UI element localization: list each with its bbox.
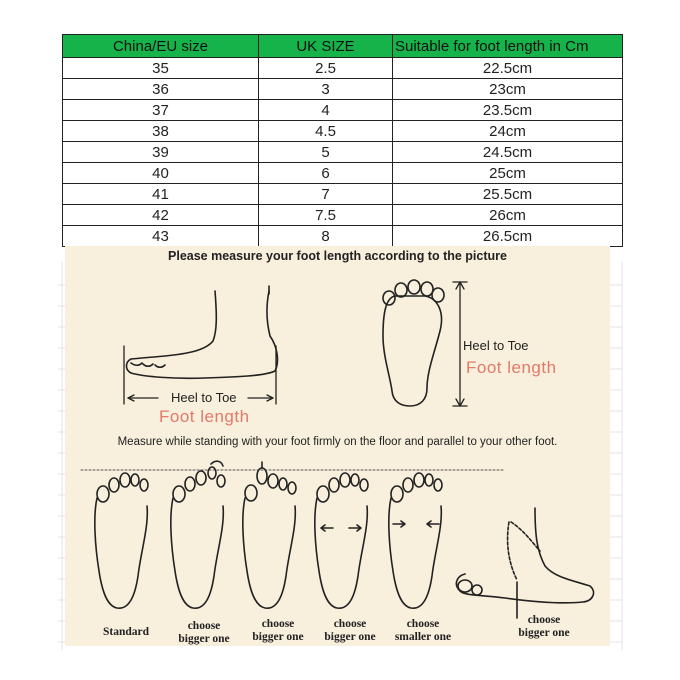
caption-bigger-2: choose bigger one [252,618,304,643]
cell-length: 22.5cm [393,58,623,79]
cell-length: 25.5cm [393,184,623,205]
cell-eu: 43 [63,226,259,247]
caption-bigger-4: choose bigger one [518,614,570,639]
caption-smaller: choose smaller one [394,618,452,643]
foot-outline-smaller-icon [389,473,442,608]
cell-uk: 3 [259,79,393,100]
foot-outline-high-instep-icon [456,508,593,618]
side-foot-icon [124,286,277,404]
cell-length: 23.5cm [393,100,623,121]
cell-length: 26cm [393,205,623,226]
table-row [63,58,623,79]
cell-eu: 42 [63,205,259,226]
size-chart-table [62,34,623,247]
top-heel-to-toe-label: Heel to Toe [463,338,529,353]
top-foot-icon [383,280,467,406]
cell-uk: 7.5 [259,205,393,226]
cell-eu: 37 [63,100,259,121]
cell-eu: 40 [63,163,259,184]
table-row [63,100,623,121]
caption-bigger-3: choose bigger one [324,618,376,643]
cell-uk: 5 [259,142,393,163]
top-foot-length-label: Foot length [466,358,557,377]
table-row [63,79,623,100]
foot-outline-bigger-3-icon [315,473,368,608]
cell-eu: 41 [63,184,259,205]
cell-length: 23cm [393,79,623,100]
side-heel-to-toe-label: Heel to Toe [171,390,237,405]
table-row [63,163,623,184]
header-uk-size: UK SIZE [259,35,393,58]
caption-bigger-1: choose bigger one [178,620,230,645]
cell-length: 24cm [393,121,623,142]
table-header-row [63,35,623,58]
table-row [63,142,623,163]
cell-uk: 2.5 [259,58,393,79]
cell-eu: 39 [63,142,259,163]
header-foot-length: Suitable for foot length in Cm [393,35,623,58]
table-row [63,226,623,247]
caption-standard: Standard [102,626,150,638]
cell-uk: 4 [259,100,393,121]
foot-outline-bigger-2-icon [243,462,296,608]
cell-length: 25cm [393,163,623,184]
cell-eu: 35 [63,58,259,79]
measure-guide-panel [65,246,610,646]
header-china-eu-size: China/EU size [63,35,259,58]
cell-length: 24.5cm [393,142,623,163]
foot-outline-standard-icon [95,473,148,608]
cell-length: 26.5cm [393,226,623,247]
table-row [63,205,623,226]
foot-outline-bigger-1-icon [171,461,225,608]
measure-instruction: Measure while standing with your foot firmly on the floor and parallel to your other foot. [117,436,558,448]
table-row [63,121,623,142]
cell-uk: 6 [259,163,393,184]
side-foot-length-label: Foot length [159,407,250,426]
table-row [63,184,623,205]
cell-uk: 4.5 [259,121,393,142]
cell-eu: 36 [63,79,259,100]
guide-title: Please measure your foot length according to the picture [168,249,507,263]
cell-eu: 38 [63,121,259,142]
cell-uk: 7 [259,184,393,205]
cell-uk: 8 [259,226,393,247]
